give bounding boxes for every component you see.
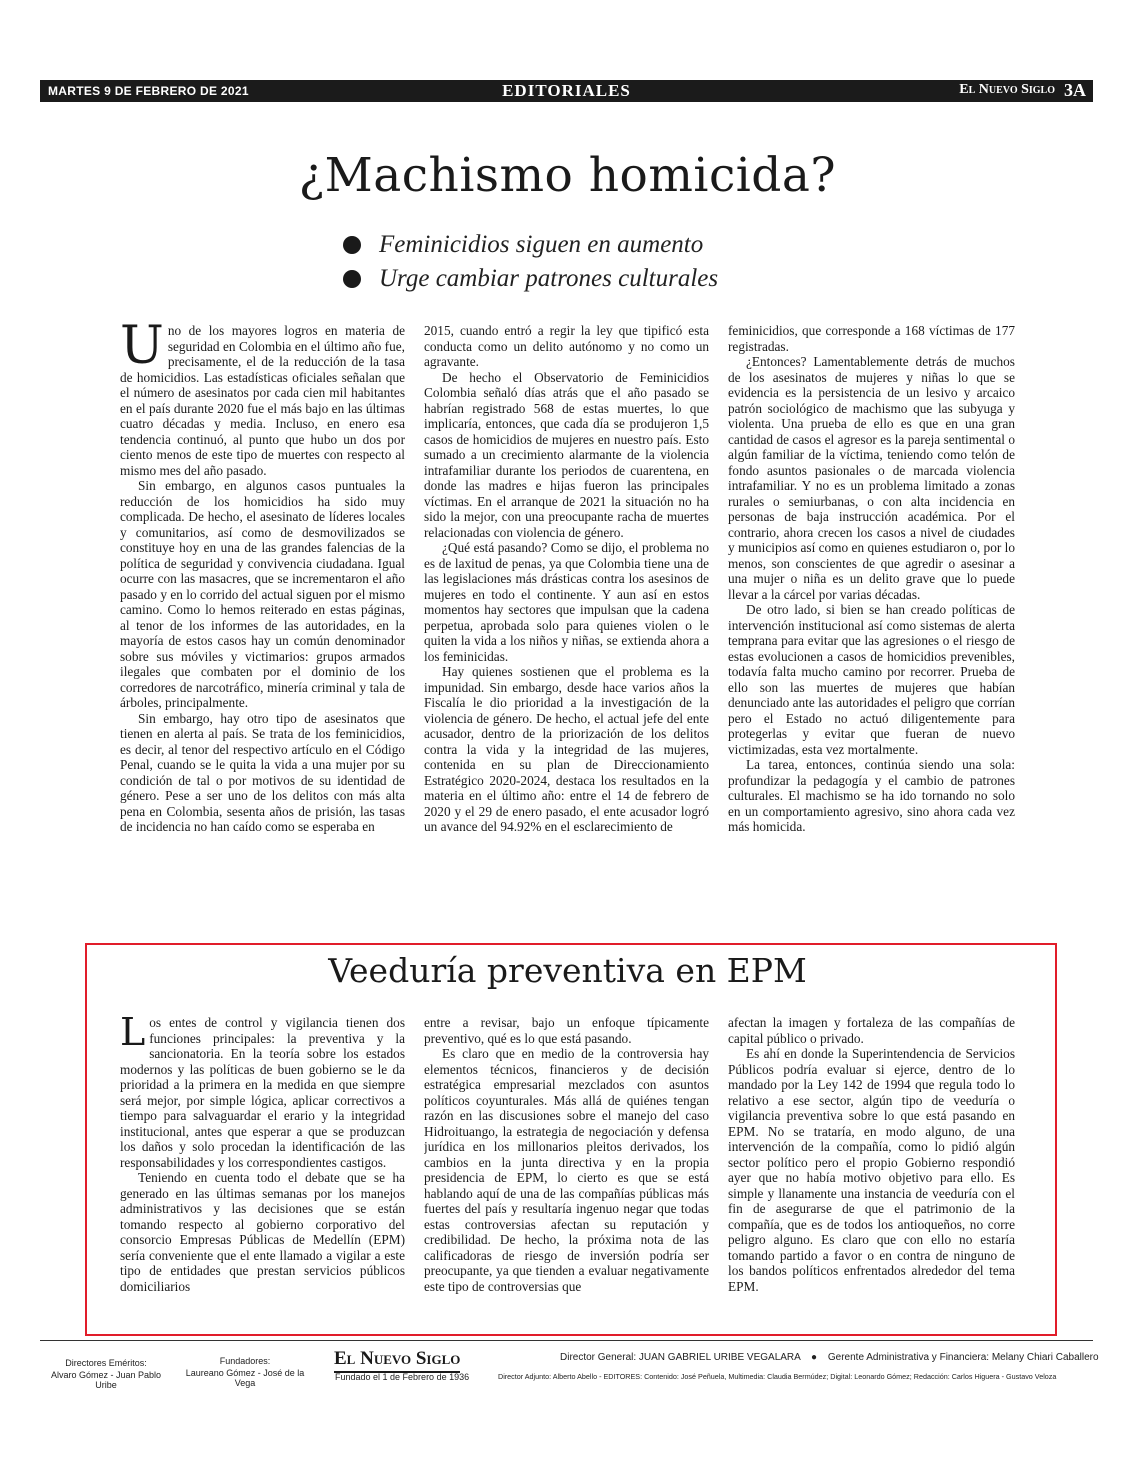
bullet-dot-icon: [343, 270, 361, 288]
gerente: Gerente Administrativa y Financiera: Melany Chiari Caballero: [827, 1352, 1099, 1363]
main-editorial-column-3: [728, 323, 1015, 935]
drop-cap: U: [120, 323, 164, 376]
paragraph: Sin embargo, en algunos casos puntuales la reducción de los homicidios ha sido muy complicada. De hecho, el asesinato de líderes locales y comunitarios, así como de desmovilizados se constituye hoy en una de las grandes falencias de la política de seguridad y convivencia ciudadana. Igual ocurre con las masacres, que se incrementaron el año pasado y en lo corrido del actual siguen por el mismo camino. Como lo hemos reiterado en estas páginas, al tenor de los informes de las autoridades, en la mayoría de estos casos hay un común denominador sobre sus móviles y victimarios: grupos armados ilegales que combaten por el dominio de los corredores de narcotráfico, minería criminal y tala de árboles, principalmente.: [120, 478, 405, 710]
footer-value: Laureano Gómez - José de la Vega: [185, 1368, 305, 1388]
paragraph: De otro lado, si bien se han creado políticas de intervención institucional así como sistemas de alerta temprana para evitar que las agresiones o el riesgo de estas evolucionen a casos de homicidios prevenibles, todavía falta mucho camino por recorrer. Prueba de ello son las muertes de mujeres que habían denunciado ante las autoridades el peligro que corrían pero el Estado no actuó diligentemente para protegerlas y evitar que fueran de nuevo victimizadas, esta vez mortalmente.: [728, 602, 1015, 757]
paragraph: Teniendo en cuenta todo el debate que se ha generado en las últimas semanas por los manejos administrativos y las decisiones que se están tomando respecto al gobierno corporativo del consorcio Empresas Públicas de Medellín (EPM) sería conveniente que el ente llamado a vigilar a este tipo de entidades que prestan servicios públicos domiciliarios: [120, 1170, 405, 1294]
paragraph: Hay quienes sostienen que el problema es la impunidad. Sin embargo, desde hace varios años la Fiscalía le dio prioridad a la investigación de la violencia de género. De hecho, el actual jefe del ente acusador, dentro de la priorización de los delitos contra la vida y la integridad de las mujeres, contenida en su plan de Direccionamiento Estratégico 2020-2024, destaca los resultados en la materia en el último año: entre el 14 de febrero de 2020 y el 29 de enero pasado, el ente acusador logró un avance del 94.92% en el esclarecimiento de: [424, 664, 709, 834]
header-brand: El Nuevo Siglo: [959, 82, 1055, 97]
header-date: MARTES 9 DE FEBRERO DE 2021: [48, 84, 249, 98]
paragraph: 2015, cuando entró a regir la ley que tipificó esta conducta como un delito autónomo y no como un agravante.: [424, 323, 709, 369]
main-editorial-title: ¿Machismo homicida?: [298, 148, 837, 203]
footer-staff-line: Director Adjunto: Alberto Abello - EDITORES: Contenido: José Peñuela, Multimedia: Claudia Bermúdez; Digital: Leonardo Gómez; Redacción: Carlos Higuera - Gustavo Veloza: [498, 1372, 1057, 1381]
page-header: [40, 80, 1093, 102]
bullet-text: Urge cambiar patrones culturales: [379, 265, 719, 292]
drop-cap: L: [120, 1015, 146, 1054]
bullet-item: [343, 262, 718, 296]
paragraph: ¿Entonces? Lamentablemente detrás de muchos de los asesinatos de mujeres y niñas lo que se evidencia es la persistencia de un lesivo y arcaico patrón sociológico de machismo que las subyuga y violenta. Una prueba de ello es que en una gran cantidad de casos el agresor es la pareja sentimental o algún familiar de la víctima, teniendo como telón de fondo asuntos pasionales o de marcada violencia intrafamiliar. Y no es un problema limitado a zonas rurales o semiurbanas, o con alta incidencia en personas de baja instrucción académica. Por el contrario, ahora crecen los casos a nivel de ciudades y municipios así como en quienes estudiaron o, por lo menos, son conscientes de que agredir o asesinar a una mujer o niña es un delito grave que lo puede llevar a la cárcel por varias décadas.: [728, 354, 1015, 602]
footer-divider: [40, 1340, 1093, 1341]
footer-fundadores: [183, 1356, 307, 1388]
main-editorial-bullets: [343, 228, 718, 296]
paragraph: afectan la imagen y fortaleza de las compañías de capital público o privado.: [728, 1015, 1015, 1046]
footer-directores: [46, 1358, 166, 1390]
bullet-text: Feminicidios siguen en aumento: [379, 231, 704, 258]
box-editorial-column-3: [728, 1015, 1015, 1315]
paragraph-text: os entes de control y vigilancia tienen dos funciones principales: la preventiva y la sancionatoria. En la teoría sobre los estados modernos y las políticas de buen gobierno se le da prioridad a la primera en la medida en que siempre será mejor, por simple lógica, aplicar correctivos a tiempo para salvaguardar el erario y la integridad institucional, antes que esperar a que se produzcan los daños y solo procedan la identificación de las responsabilidades y los correspondientes castigos.: [120, 1015, 405, 1170]
bullet-dot-icon: [343, 236, 361, 254]
paragraph: Es claro que en medio de la controversia hay elementos técnicos, financieros y de decisión estratégica empresarial mezclados con asuntos políticos coyunturales. Más allá de quiénes tengan razón en las discusiones sobre el manejo del caso Hidroituango, la estrategia de negociación y defensa jurídica en los millonarios pleitos derivados, los cambios en la junta directiva y en la propia presidencia de EPM, lo cierto es que se está hablando aquí de una de las compañías públicas más fuertes del país y resultaría ingenuo negar que todas estas controversias afectan su reputación y credibilidad. De hecho, la próxima nota de las calificadoras de riesgo de inversión podría ser preocupante, ya que tienden a evaluar negativamente este tipo de controversias que: [424, 1046, 709, 1294]
header-section: EDITORIALES: [502, 81, 631, 100]
footer-label: Fundadores:: [219, 1356, 271, 1366]
paragraph: ¿Qué está pasando? Como se dijo, el problema no es de laxitud de penas, ya que Colombia tiene una de las legislaciones más drásticas contra los asesinos de mujeres en todo el continente. Y aun así en estos momentos hay sectores que impulsan que la cadena perpetua, aprobada solo para quienes violen o le quiten la vida a los niños y niñas, se extienda ahora a los feminicidas.: [424, 540, 709, 664]
paragraph: De hecho el Observatorio de Feminicidios Colombia señaló días atrás que el año pasado se habrían registrado 568 de estas muertes, lo que implicaría, entonces, que cada día se produjeron 1,5 casos de homicidios de mujeres en nuestro país. Esto sumado a un crecimiento alarmante de la violencia intrafamiliar durante los periodos de cuarentena, en donde las madres e hijas fueron las principales víctimas. En el arranque de 2021 la situación no ha sido la mejor, con una preocupante racha de muertes relacionadas con violencia de género.: [424, 369, 709, 540]
main-editorial-column-1: [120, 323, 405, 935]
box-editorial-column-2: [424, 1015, 709, 1315]
paragraph: feminicidios, que corresponde a 168 víctimas de 177 registradas.: [728, 323, 1015, 354]
paragraph: [120, 323, 405, 478]
header-page-number: 3A: [1064, 80, 1086, 100]
footer-logo: El Nuevo Siglo: [334, 1348, 460, 1373]
paragraph-text: no de los mayores logros en materia de seguridad en Colombia en el último año fue, precisamente, el de la reducción de la tasa de homicidios. Las estadísticas oficiales señalan que el número de asesinatos por cada cien mil habitantes en el país durante 2020 fue el más bajo en las últimas cuatro décadas y media. Incluso, en enero esa tendencia continuó, al punto que hubo un dos por ciento menos de este tipo de muertes con respecto al mismo mes del año pasado.: [120, 323, 405, 478]
footer-value: Alvaro Gómez - Juan Pablo Uribe: [50, 1370, 162, 1390]
paragraph: entre a revisar, bajo un enfoque típicamente preventivo, qué es lo que está pasando.: [424, 1015, 709, 1046]
main-editorial-column-2: [424, 323, 709, 935]
separator-dot-icon: ●: [811, 1352, 818, 1363]
footer-founded: Fundado el 1 de Febrero de 1936: [335, 1372, 470, 1382]
footer-label: Directores Eméritos:: [65, 1358, 147, 1368]
paragraph: La tarea, entonces, continúa siendo una sola: profundizar la pedagogía y el cambio de patrones culturales. El machismo se ha ido tornando no solo en un comportamiento agresivo, sino ahora cada vez más homicida.: [728, 757, 1015, 834]
paragraph: Es ahí en donde la Superintendencia de Servicios Públicos podría evaluar si ejerce, dentro de lo mandado por la Ley 142 de 1994 que regula todo lo relativo a ese sector, algún tipo de veeduría o vigilancia preventiva sobre lo que está pasando en EPM. No se trataría, en modo alguno, de una intervención de la compañía, como lo pidió algún sector político pero el propio Gobierno respondió ayer que no había motivo objetivo para ello. Es simple y llanamente una instancia de veeduría con el fin de asegurarse de que el patrimonio de la compañía, que es de todos los antioqueños, no corre peligro alguno. Es claro que con ello no estaría tomando partido a favor o en contra de ninguno de los bandos políticos enfrentados alrededor del tema EPM.: [728, 1046, 1015, 1294]
director-general: Director General: JUAN GABRIEL URIBE VEGALARA: [560, 1352, 801, 1363]
paragraph: [120, 1015, 405, 1170]
bullet-item: [343, 228, 718, 262]
footer-staff-main: [560, 1352, 1099, 1363]
box-editorial-column-1: [120, 1015, 405, 1315]
paragraph: Sin embargo, hay otro tipo de asesinatos que tienen en alerta al país. Se trata de los feminicidios, es decir, al tenor del respectivo artículo en el Código Penal, cuando se le quita la vida a una mujer por su condición de tal o por motivos de su identidad de género. Pese a ser uno de los delitos con más alta pena en Colombia, sesenta años de prisión, las tasas de incidencia no han caído como se esperaba en: [120, 710, 405, 834]
box-editorial-title: Veeduría preventiva en EPM: [328, 951, 807, 990]
